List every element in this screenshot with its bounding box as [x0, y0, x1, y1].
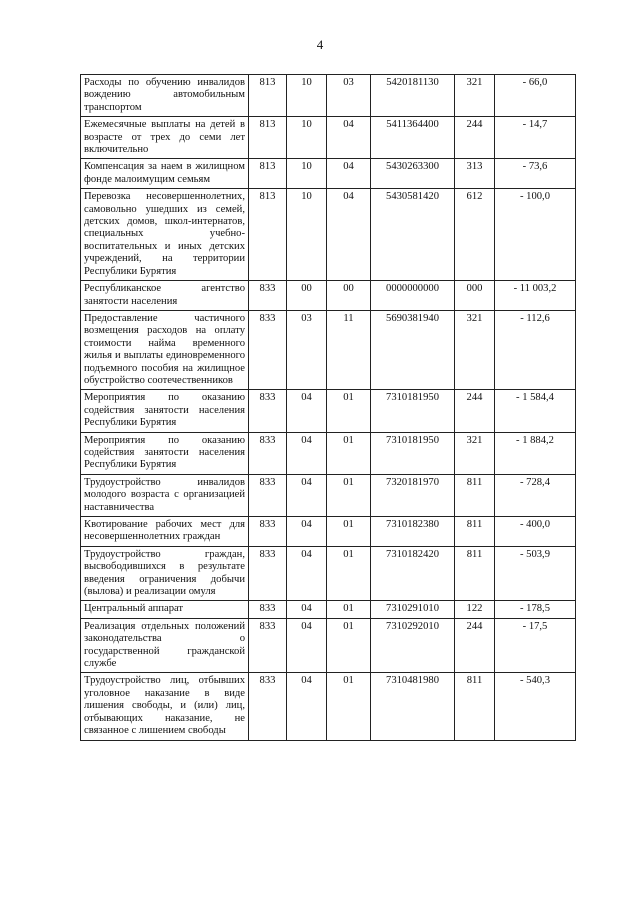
row-subsection-code: 01	[327, 618, 371, 673]
row-ministry-code: 833	[249, 546, 287, 601]
row-ministry-code: 833	[249, 474, 287, 516]
row-subsection-code: 01	[327, 546, 371, 601]
row-section-code: 04	[287, 546, 327, 601]
row-subsection-code: 01	[327, 601, 371, 618]
table-row	[81, 390, 576, 432]
row-section-code: 04	[287, 618, 327, 673]
row-name: Расходы по обучению инвалидов вождению автомобильным транспортом	[81, 75, 249, 117]
row-expense-type-code: 612	[455, 189, 495, 281]
row-subsection-code: 01	[327, 432, 371, 474]
table-row	[81, 281, 576, 311]
row-amount: - 17,5	[495, 618, 576, 673]
row-target-code: 7310481980	[371, 673, 455, 740]
row-name: Центральный аппарат	[81, 601, 249, 618]
row-subsection-code: 11	[327, 310, 371, 389]
row-target-code: 7310181950	[371, 390, 455, 432]
row-target-code: 7310291010	[371, 601, 455, 618]
row-amount: - 728,4	[495, 474, 576, 516]
row-subsection-code: 01	[327, 673, 371, 740]
row-section-code: 10	[287, 117, 327, 159]
table-row	[81, 432, 576, 474]
row-ministry-code: 813	[249, 159, 287, 189]
table-row	[81, 517, 576, 547]
table-row	[81, 159, 576, 189]
row-expense-type-code: 122	[455, 601, 495, 618]
row-target-code: 7310182380	[371, 517, 455, 547]
row-amount: - 400,0	[495, 517, 576, 547]
budget-table-body	[81, 75, 576, 741]
row-ministry-code: 833	[249, 673, 287, 740]
table-row	[81, 546, 576, 601]
row-amount: - 503,9	[495, 546, 576, 601]
row-name: Ежемесячные выплаты на детей в возрасте от трех до семи лет включительно	[81, 117, 249, 159]
table-row	[81, 75, 576, 117]
row-expense-type-code: 321	[455, 432, 495, 474]
row-amount: - 66,0	[495, 75, 576, 117]
row-subsection-code: 04	[327, 189, 371, 281]
row-name: Компенсация за наем в жилищном фонде малоимущим семьям	[81, 159, 249, 189]
row-subsection-code: 04	[327, 117, 371, 159]
row-ministry-code: 833	[249, 517, 287, 547]
row-section-code: 10	[287, 189, 327, 281]
row-amount: - 73,6	[495, 159, 576, 189]
row-ministry-code: 813	[249, 117, 287, 159]
row-expense-type-code: 811	[455, 517, 495, 547]
row-subsection-code: 01	[327, 474, 371, 516]
row-expense-type-code: 000	[455, 281, 495, 311]
table-row	[81, 310, 576, 389]
table-row	[81, 601, 576, 618]
row-amount: - 112,6	[495, 310, 576, 389]
row-target-code: 7310181950	[371, 432, 455, 474]
row-section-code: 00	[287, 281, 327, 311]
row-ministry-code: 833	[249, 281, 287, 311]
row-name: Реализация отдельных положений законодательства о государственной гражданской службе	[81, 618, 249, 673]
row-expense-type-code: 321	[455, 310, 495, 389]
row-ministry-code: 813	[249, 189, 287, 281]
row-name: Квотирование рабочих мест для несовершеннолетних граждан	[81, 517, 249, 547]
row-name: Мероприятия по оказанию содействия занятости населения Республики Бурятия	[81, 432, 249, 474]
row-name: Перевозка несовершеннолетних, самовольно ушедших из семей, детских домов, школ-интернатов, специальных учебно-воспитательных и иных детских учреждений, на территории Республики Бурятия	[81, 189, 249, 281]
row-target-code: 5420181130	[371, 75, 455, 117]
row-name: Мероприятия по оказанию содействия занятости населения Республики Бурятия	[81, 390, 249, 432]
table-row	[81, 189, 576, 281]
table-row	[81, 117, 576, 159]
row-target-code: 7320181970	[371, 474, 455, 516]
row-name: Трудоустройство инвалидов молодого возраста с организацией наставничества	[81, 474, 249, 516]
row-ministry-code: 833	[249, 432, 287, 474]
row-name: Предоставление частичного возмещения расходов на оплату стоимости найма временного жилья и выплаты единовременного подъемного пособия на жилищное обустройство соотечественников	[81, 310, 249, 389]
row-name: Трудоустройство граждан, высвободившихся в результате введения ограничения добычи (вылова) и реализации омуля	[81, 546, 249, 601]
row-section-code: 04	[287, 517, 327, 547]
row-amount: - 1 884,2	[495, 432, 576, 474]
row-target-code: 0000000000	[371, 281, 455, 311]
row-expense-type-code: 313	[455, 159, 495, 189]
table-row	[81, 673, 576, 740]
row-section-code: 04	[287, 673, 327, 740]
row-expense-type-code: 244	[455, 117, 495, 159]
row-subsection-code: 00	[327, 281, 371, 311]
row-target-code: 5690381940	[371, 310, 455, 389]
row-target-code: 5430263300	[371, 159, 455, 189]
table-row	[81, 474, 576, 516]
row-section-code: 04	[287, 474, 327, 516]
row-name: Республиканское агентство занятости населения	[81, 281, 249, 311]
row-ministry-code: 813	[249, 75, 287, 117]
row-amount: - 178,5	[495, 601, 576, 618]
row-subsection-code: 03	[327, 75, 371, 117]
row-amount: - 1 584,4	[495, 390, 576, 432]
row-expense-type-code: 244	[455, 390, 495, 432]
row-amount: - 540,3	[495, 673, 576, 740]
row-amount: - 14,7	[495, 117, 576, 159]
row-expense-type-code: 321	[455, 75, 495, 117]
row-ministry-code: 833	[249, 390, 287, 432]
row-subsection-code: 01	[327, 390, 371, 432]
row-section-code: 10	[287, 159, 327, 189]
row-subsection-code: 04	[327, 159, 371, 189]
row-ministry-code: 833	[249, 618, 287, 673]
row-ministry-code: 833	[249, 601, 287, 618]
row-section-code: 03	[287, 310, 327, 389]
row-amount: - 100,0	[495, 189, 576, 281]
row-name: Трудоустройство лиц, отбывших уголовное наказание в виде лишения свободы, и (или) лиц, отбывающих наказание, не связанное с лишением свободы	[81, 673, 249, 740]
row-expense-type-code: 244	[455, 618, 495, 673]
row-target-code: 5411364400	[371, 117, 455, 159]
budget-table	[80, 74, 576, 741]
row-expense-type-code: 811	[455, 673, 495, 740]
row-target-code: 5430581420	[371, 189, 455, 281]
row-section-code: 04	[287, 432, 327, 474]
row-target-code: 7310182420	[371, 546, 455, 601]
table-row	[81, 618, 576, 673]
row-amount: - 11 003,2	[495, 281, 576, 311]
row-expense-type-code: 811	[455, 546, 495, 601]
row-target-code: 7310292010	[371, 618, 455, 673]
row-section-code: 10	[287, 75, 327, 117]
row-expense-type-code: 811	[455, 474, 495, 516]
page-number: 4	[316, 37, 324, 52]
row-section-code: 04	[287, 601, 327, 618]
row-subsection-code: 01	[327, 517, 371, 547]
row-ministry-code: 833	[249, 310, 287, 389]
row-section-code: 04	[287, 390, 327, 432]
